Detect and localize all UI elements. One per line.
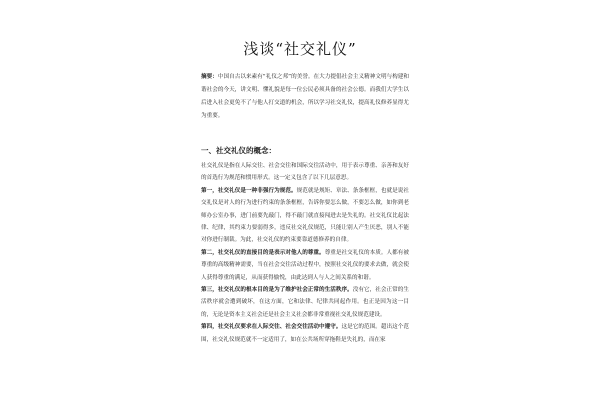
section-body — [201, 160, 409, 346]
definition-point — [201, 321, 409, 346]
point-lead: 第一，社交礼仪是一种非强行为规范。 — [201, 187, 297, 194]
section-heading: 一、社交礼仪的概念： — [201, 146, 276, 155]
point-lead: 第二，社交礼仪的直接目的是表示对他人的尊重。 — [201, 249, 325, 256]
point-lead: 第四，社交礼仪要求在人际交往、社会交往活动中遵守。 — [201, 324, 342, 331]
point-text: 没有它，社会正常的生活秩序就会遭到破坏，在这方面，它和法律、纪律共同起作用。也正是因为这一目的，无论是资本主义社会还是社会主义社会都非常重视社交礼仪规范建设。 — [201, 287, 409, 318]
point-lead: 第三，社交礼仪的根本目的是为了维护社会正常的生活秩序。 — [201, 287, 353, 294]
point-text: 尊重是社交礼仪的本质。人都有被尊重的高级精神需要，当在社会交往活动过程中，按照社交礼仪的要求去做，就会使人获得尊重的满足，从而获得愉悦，由此达到人与人之间关系的和谐。 — [201, 249, 409, 281]
point-text: 这是它的范围。超出这个范围，社交礼仪规范就不一定适用了，如在公共场所穿拖鞋是失礼的，而在家 — [201, 324, 409, 343]
abstract-paragraph — [201, 71, 409, 123]
section-intro: 社交礼仪是指在人际交往、社会交往和国际交往活动中，用于表示尊重、亲善和友好的首选行为规范和惯用形式。这一定义包含了以下几层意思。 — [201, 163, 409, 182]
document-title: 浅谈“社交礼仪” — [243, 40, 357, 58]
definition-point — [201, 247, 409, 284]
abstract-text: 中国自古以来素有“礼仪之邦”的美誉。在大力提倡社会主义精神文明与构建和谐社会的今天，讲文明、懂礼貌是每一位公民必须具备的社会公德。而我们大学生以后进入社会更免不了与他人打交道的机会，所以学习社交礼仪，提高礼仪修养显得尤为重要。 — [201, 74, 409, 119]
definition-point — [201, 284, 409, 321]
definition-point — [201, 185, 409, 247]
point-text: 规范就是规矩、章法、条条框框，也就是说社交礼仪是对人的行为进行约束的条条框框，告诉你要怎么做，不要怎么做，如你到老师办公室办事，进门前要先敲门，得不敲门就直接闯进去是失礼的。社交礼仪比起法律、纪律，其约束力要弱得多，违反社交礼仪规范，只能让别人产生厌恶，别人不能对你进行制裁。为此，社交礼仪的约束要靠道德修养的自律。 — [201, 187, 409, 244]
abstract-label: 摘要： — [201, 74, 218, 80]
